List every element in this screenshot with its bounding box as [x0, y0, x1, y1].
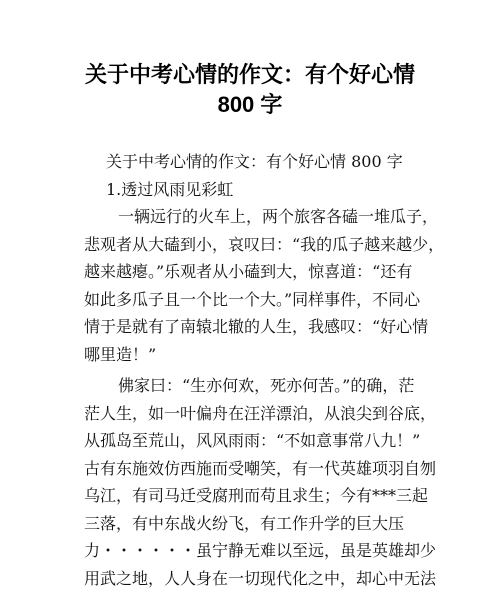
paragraph-line: 茫人生，如一叶偏舟在汪洋漂泊，从浪尖到谷底，: [84, 400, 424, 428]
paragraph-line: 乌江，有司马迁受腐刑而苟且求生；今有***三起: [84, 482, 424, 510]
paragraph-line: 哪里造！”: [84, 341, 424, 369]
document-body: [84, 148, 424, 592]
paragraph-line: 一辆远行的火车上，两个旅客各磕一堆瓜子，: [84, 203, 424, 231]
paragraph-line: 如此多瓜子且一个比一个大。”同样事件，不同心: [84, 286, 424, 314]
paragraph-line: 情于是就有了南辕北辙的人生，我感叹：“好心情: [84, 313, 424, 341]
paragraph-line: 从孤岛至荒山，风风雨雨：“不如意事常八九！”: [84, 427, 424, 455]
paragraph-line: 悲观者从大磕到小，哀叹曰：“我的瓜子越来越少，: [84, 231, 424, 259]
paragraph-line: 三落，有中东战火纷飞，有工作升学的巨大压: [84, 510, 424, 538]
paragraph-line: 佛家曰：“生亦何欢，死亦何苦。”的确，茫: [84, 372, 424, 400]
paragraph-line: 力・・・・・・虽宁静无难以至远，虽是英雄却少: [84, 537, 424, 565]
paragraph-line: 用武之地，人人身在一切现代化之中，却心中无法: [84, 565, 424, 592]
document-subtitle: 关于中考心情的作文：有个好心情 800 字: [84, 148, 424, 176]
document-title-line-1: 关于中考心情的作文：有个好心情: [0, 60, 500, 90]
section-heading: 1.透过风雨见彩虹: [84, 176, 424, 204]
document-title-line-2: 800 字: [0, 90, 500, 120]
paragraph-1: [84, 203, 424, 368]
paragraph-line: 古有东施效仿西施而受嘲笑，有一代英雄项羽自刎: [84, 455, 424, 483]
paragraph-2: [84, 372, 424, 592]
paragraph-line: 越来越瘪。”乐观者从小磕到大，惊喜道：“还有: [84, 258, 424, 286]
